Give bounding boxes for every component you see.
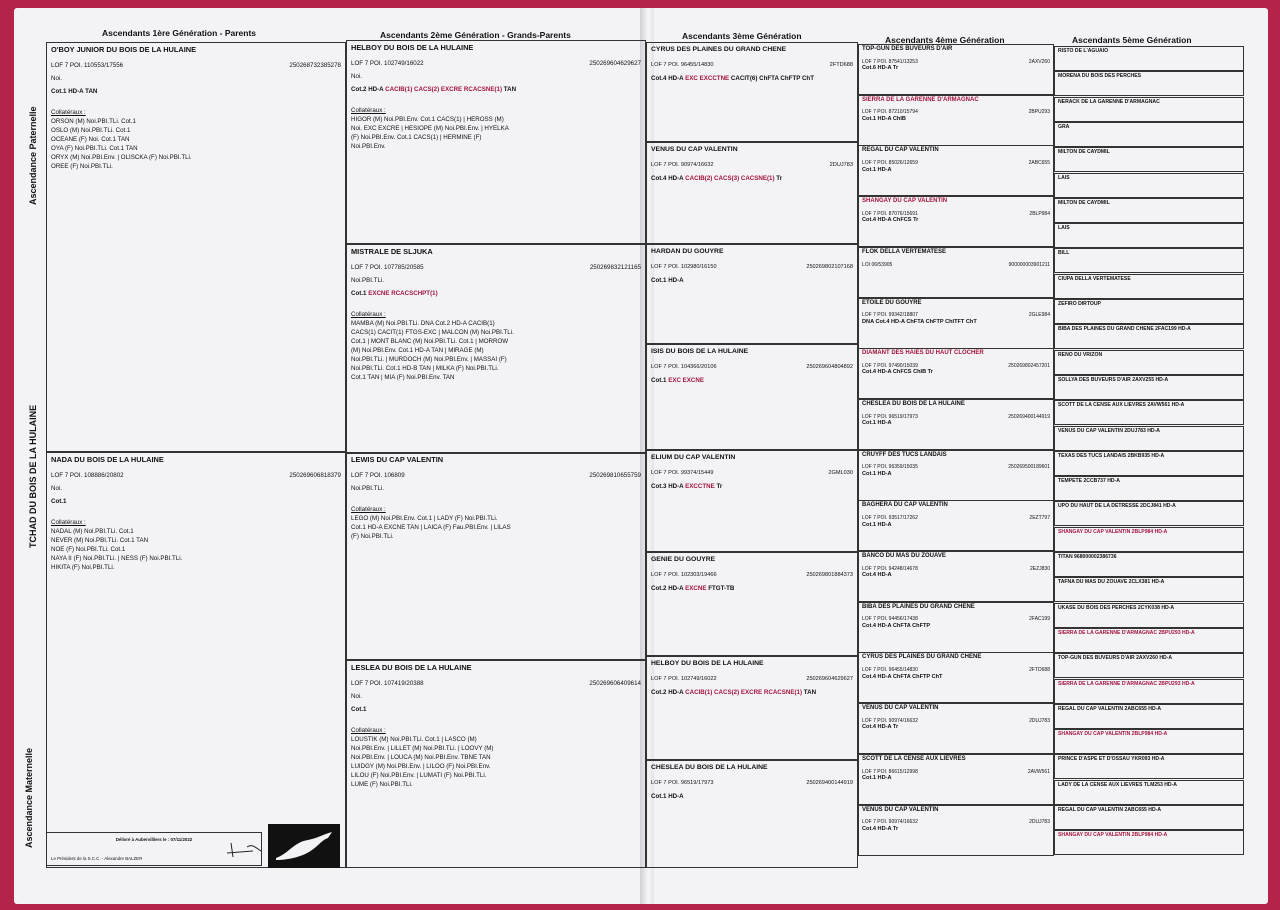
ancestor-cell-g5: TOP-GUN DES BUVEURS D'AIR 2AXV260 HD-A: [1054, 653, 1244, 678]
lof-line: [351, 472, 641, 481]
ancestor-name: SCOTT DE LA CENSE AUX LIEVRES: [862, 755, 966, 762]
lof-number: LOF 7 POI. 86615/12998: [862, 768, 918, 775]
awards: EXCNE RCACSCHPT(1): [368, 289, 438, 297]
chip-number: 250269400144919: [1008, 413, 1050, 420]
header-g2: Ascendants 2ème Génération - Grands-Parents: [380, 30, 571, 40]
lof-number: LOF 7 POI. 87541/13253: [862, 58, 918, 65]
ancestor-name: BIBA DES PLAINES DU GRAND CHENE: [862, 603, 975, 610]
cotation: Cot.1: [351, 289, 367, 297]
collateral-line: Cot.1 | MONT BLANC (M) Noi.PBI.TLi. Cot.1 | MORROW: [351, 337, 509, 345]
ancestor-cell-g3: [646, 552, 858, 656]
ancestor-cell-g5: ZEFIRO DIRTOUP: [1054, 299, 1244, 324]
lof-number: LOF 7 POI. 96455/14830: [651, 61, 714, 68]
cotation: Cot.3 HD-A: [651, 482, 684, 490]
collateral-line: Noi.PBI.Env. | LILLET (M) Noi.PBI.TLi. | LOOVY (M): [351, 744, 494, 752]
ancestor-cell-g5: GRA: [1054, 122, 1244, 147]
lof-number: LOF 7 POI. 99374/15449: [651, 469, 714, 476]
ancestor-cell-g5: UKASE DU BOIS DES PERCHES 2CYK038 HD-A: [1054, 603, 1244, 628]
lof-number: LOF 7 POI. 107785/20585: [351, 263, 424, 271]
header-g3: Ascendants 3ème Génération: [682, 31, 802, 41]
awards: EXCCTNE: [685, 482, 715, 490]
chip-number: 250269802457201: [1008, 362, 1050, 369]
ancestor-name: LEWIS DU CAP VALENTIN: [351, 455, 444, 464]
chip-number: 2GML030: [828, 469, 853, 476]
delivered-text: Délivré à Aubervilliers le : 07/11/2022: [115, 837, 193, 842]
ancestor-cell-g4: [858, 247, 1054, 298]
ancestor-cell-g5: REGAL DU CAP VALENTIN 2ABC655 HD-A: [1054, 805, 1244, 830]
ancestor-name: SIERRA DE LA GARENNE D'ARMAGNAC: [862, 96, 979, 103]
cotation-line: [651, 689, 853, 698]
lof-line: [51, 472, 341, 481]
ancestor-cell-g4: [858, 399, 1054, 450]
cotation-line: [651, 75, 853, 84]
collateral-line: LUME (F) Noi.PBI.TLi.: [351, 780, 413, 788]
lof-number: LOF 7 POI. 96519/17973: [651, 779, 714, 786]
scc-logo: [268, 824, 340, 868]
collateral-line: LEGO (M) Noi.PBI.Env. Cot.1 | LADY (F) Noi.PBI.TLi.: [351, 514, 498, 522]
chip-number: 2DUJ783: [829, 161, 853, 168]
cotation-line: [651, 585, 853, 594]
cotation: Cot.4 HD-A: [862, 572, 892, 579]
ancestor-cell-g5: SIERRA DE LA GARENNE D'ARMAGNAC 2BPU293 HD-A: [1054, 679, 1244, 704]
collateral-line: LOUSTIK (M) Noi.PBI.TLi. Cot.1 | LASCO (M): [351, 735, 477, 743]
ancestor-cell-g3: [646, 656, 858, 760]
ancestor-cell-g4: [858, 805, 1054, 856]
ancestor-cell-g4: [858, 652, 1054, 703]
cotation-end: CACIT(6) ChFTA ChFTP ChT: [730, 74, 814, 82]
collateraux-heading: Collatéraux :: [351, 726, 386, 734]
lof-number: LOF 7 POI. 102749/16022: [351, 59, 424, 67]
chip-number: 2FTD688: [1029, 667, 1050, 674]
ancestor-cell-g3: [646, 450, 858, 552]
collateral-line: Noi.PBI.TLi. Cot.1 HD-B TAN | MILKA (F) Noi.PBI.TLi.: [351, 364, 499, 372]
cotation: Cot.6 HD-A Tr: [862, 65, 899, 72]
ancestor-cell-g5: NERACK DE LA GARENNE D'ARMAGNAC: [1054, 97, 1244, 122]
awards: CACIB(2) CACS(3) CACSNE(1): [685, 174, 775, 182]
ancestor-name: CHESLEA DU BOIS DE LA HULAINE: [651, 764, 768, 771]
ancestor-name: HELBOY DU BOIS DE LA HULAINE: [651, 660, 764, 667]
chip-number: 2ABC655: [1028, 160, 1050, 167]
side-label-paternelle: Ascendance Paternelle: [28, 106, 38, 205]
lof-number: LOF 7 POI. 90974/16632: [862, 819, 918, 826]
collateral-line: OREE (F) Noi.PBI.TLi.: [51, 162, 113, 170]
lof-number: LOF 7 POI. 97490/15039: [862, 362, 918, 369]
cotation: Cot.2 HD-A: [651, 688, 684, 696]
ancestor-cell-g5: LAIS: [1054, 223, 1244, 248]
collateral-line: Noi.PBI.Env. | LOUCA (M) Noi.PBI.Env. TBNE TAN: [351, 753, 491, 761]
cotation: Cot.4 HD-A: [651, 74, 684, 82]
chip-number: 2BLP984: [1029, 210, 1050, 217]
lof-number: LOF 7 POI. 99342/18807: [862, 312, 918, 319]
ancestor-cell-g4: [858, 551, 1054, 602]
ancestor-cell-g1: [46, 42, 346, 452]
ancestor-cell-g4: [858, 703, 1054, 754]
chip-number: 2DUJ783: [1029, 819, 1050, 826]
cotation: Cot.1: [51, 497, 67, 505]
cotation: DNA Cot.4 HD-A ChFTA ChFTP ChITFT ChT: [862, 318, 977, 325]
lof-line: [651, 571, 853, 579]
cotation-line: [651, 175, 853, 184]
lof-number: LOI 06/53905: [862, 261, 893, 268]
cotation-line: [51, 498, 341, 507]
ancestor-cell-g5: MILTON DE CAYDMIL: [1054, 198, 1244, 223]
lof-line: [651, 263, 853, 271]
lof-number: LOF 7 POI. 93517/17262: [862, 515, 918, 522]
ancestor-cell-g2: [346, 660, 646, 868]
collateral-line: OSLO (M) Noi.PBI.TLi. Cot.1: [51, 126, 131, 134]
cotation: Cot.1 HD-A: [862, 775, 892, 782]
lof-number: LOF 7 POI. 90974/16632: [862, 717, 918, 724]
cotation: Cot.4 HD-A ChFTA ChFTP: [862, 622, 931, 629]
colour-line: Noi.: [51, 74, 63, 82]
ancestor-name: CYRUS DES PLAINES DU GRAND CHENE: [651, 46, 787, 53]
ancestor-cell-g5: RISTO DE L'AGUAIO: [1054, 46, 1244, 71]
colour-line: Noi.: [351, 72, 363, 80]
ancestor-cell-g5: SHANGAY DU CAP VALENTIN 2BLP984 HD-A: [1054, 729, 1244, 754]
ancestor-cell-g5: BILL: [1054, 248, 1244, 273]
collateraux-heading: Collatéraux :: [351, 106, 386, 114]
ancestor-cell-g4: [858, 298, 1054, 349]
collateraux-heading: Collatéraux :: [351, 505, 386, 513]
collateral-line: MAMBA (M) Noi.PBI.TLi. DNA Cot.2 HD-A CACIB(1): [351, 319, 495, 327]
cotation: Cot.1 HD-A: [651, 792, 684, 800]
collateral-line: HIGOR (M) Noi.PBI.Env. Cot.1 CACS(1) | HEROSS (M): [351, 115, 504, 123]
chip-number: 250268732385278: [289, 61, 341, 69]
colour-line: Noi.: [51, 484, 63, 492]
collateral-line: CACS(1) CACIT(1) FTGS-EXC | MALCON (M) Noi.PBI.TLi.: [351, 328, 514, 336]
chip-number: 2AVW561: [1027, 768, 1050, 775]
collateral-line: ORSON (M) Noi.PBI.TLi. Cot.1: [51, 117, 136, 125]
lof-number: LOF 7 POI. 87210/15794: [862, 109, 918, 116]
ancestor-name: TOP-GUN DES BUVEURS D'AIR: [862, 46, 953, 52]
collateraux-heading: Collatéraux :: [51, 518, 86, 526]
ancestor-cell-g5: LAIS: [1054, 173, 1244, 198]
cotation-end: Tr: [776, 174, 783, 182]
ancestor-cell-g4: [858, 44, 1054, 95]
ancestor-cell-g4: [858, 95, 1054, 146]
ancestor-cell-g3: [646, 244, 858, 344]
ancestor-cell-g5: TITAN 968000002386736: [1054, 552, 1244, 577]
lof-number: LOF 7 POI. 96519/17973: [862, 413, 918, 420]
signature-scribble: [223, 839, 263, 859]
colour-line: Noi.PBI.TLi.: [351, 276, 385, 284]
lof-number: LOF 7 POI. 94456/17438: [862, 616, 918, 623]
awards: EXCNE: [685, 584, 707, 592]
chip-number: 2FAC199: [1029, 616, 1050, 623]
chip-number: 900000003901211: [1008, 261, 1050, 268]
chip-number: 250269604804892: [806, 363, 853, 370]
lof-line: [651, 469, 853, 477]
ancestor-cell-g4: [858, 500, 1054, 551]
lof-line: [651, 675, 853, 683]
chip-number: 2BPU293: [1028, 109, 1050, 116]
lof-number: LOF 7 POI. 102749/16022: [651, 675, 717, 682]
lof-number: LOF 7 POI. 102303/19466: [651, 571, 717, 578]
cotation: Cot.2 HD-A: [651, 584, 684, 592]
cotation-end: TAN: [503, 85, 517, 93]
cotation-line: [351, 706, 641, 715]
ancestor-name: GENIE DU GOUYRE: [651, 556, 716, 563]
awards: CACIB(1) CACS(2) EXCRE RCACSNE(1): [385, 85, 503, 93]
ancestor-name: VENUS DU CAP VALENTIN: [862, 806, 939, 813]
ancestor-name: ETOILE DU GOUYRE: [862, 299, 922, 306]
greyhound-logo-icon: [268, 824, 340, 868]
header-g1: Ascendants 1ère Génération - Parents: [102, 28, 257, 38]
lof-number: LOF 7 POI. 110553/17556: [51, 61, 124, 69]
chip-number: 250269604629627: [806, 675, 853, 682]
awards: EXC EXCCTNE: [685, 74, 730, 82]
ancestor-cell-g5: TEXAS DES TUCS LANDAIS 2BKB935 HD-A: [1054, 451, 1244, 476]
ancestor-cell-g5: UPO DU HAUT DE LA DETRESSE 2DCJ841 HD-A: [1054, 501, 1244, 526]
collateral-line: LUIDGY (M) Noi.PBI.Env. | LILOO (F) Noi.PBI.Env.: [351, 762, 491, 770]
lof-line: [351, 60, 641, 69]
ancestor-cell-g5: VENUS DU CAP VALENTIN 2DUJ783 HD-A: [1054, 426, 1244, 451]
chip-number: 250269500189601: [1008, 464, 1050, 471]
ancestor-cell-g5: SHANGAY DU CAP VALENTIN 2BLP984 HD-A: [1054, 830, 1244, 855]
cotation-end: TAN: [803, 688, 817, 696]
side-label-dog: TCHAD DU BOIS DE LA HULAINE: [28, 404, 38, 548]
ancestor-name: SHANGAY DU CAP VALENTIN: [862, 198, 948, 205]
cotation: Cot.4 HD-A ChFCS ChIB Tr: [862, 369, 933, 376]
lof-number: LOF 7 POI. 106809: [351, 471, 405, 479]
cotation: Cot.1 HD-A TAN: [51, 87, 98, 95]
ancestor-name: DIAMANT DES HAIES DU HAUT CLOCHER: [862, 350, 984, 357]
ancestor-name: ELIUM DU CAP VALENTIN: [651, 454, 736, 461]
lof-number: LOF 7 POI. 87076/15691: [862, 210, 918, 217]
cotation-line: [651, 483, 853, 492]
president-text: Le Président de la S.C.C. - Alexandre BALZER: [51, 856, 143, 861]
ancestor-name: FLOK DELLA VERTEMATESE: [862, 248, 946, 255]
collateral-line: NADAL (M) Noi.PBI.TLi. Cot.1: [51, 527, 134, 535]
ancestor-cell-g5: RENO DU VRIZON: [1054, 350, 1244, 375]
ancestor-cell-g3: [646, 344, 858, 450]
ancestor-cell-g4: [858, 348, 1054, 399]
collateral-line: Noi. EXC EXCRE | HESIOPE (M) Noi.PBI.Env. | HYELKA: [351, 124, 509, 132]
collateral-line: OYA (F) Noi.PBI.TLi. Cot.1 TAN: [51, 144, 138, 152]
cotation: Cot.4 HD-A ChFTA ChFTP ChT: [862, 673, 943, 680]
chip-number: 2GLE984: [1028, 312, 1050, 319]
ancestor-cell-g5: PRINCE D'ASPE ET D'OSSAU YKR093 HD-A: [1054, 754, 1244, 779]
ancestor-cell-g5: SHANGAY DU CAP VALENTIN 2BLP984 HD-A: [1054, 527, 1244, 552]
lof-line: [651, 363, 853, 371]
chip-number: 2EZJ830: [1029, 565, 1050, 572]
collateral-line: NAYA II (F) Noi.PBI.TLi. | NESS (F) Noi.PBI.TLi.: [51, 554, 183, 562]
ancestor-cell-g5: SIERRA DE LA GARENNE D'ARMAGNAC 2BPU293 HD-A: [1054, 628, 1244, 653]
cotation-line: [351, 86, 641, 95]
colour-line: Noi.: [351, 692, 363, 700]
lof-number: LOF 7 POI. 94248/14678: [862, 565, 918, 572]
ancestor-cell-g5: BIBA DES PLAINES DU GRAND CHENE 2FAC199 HD-A: [1054, 324, 1244, 349]
collateral-line: OCEANE (F) Noi. Cot.1 TAN: [51, 135, 130, 143]
ancestor-name: O'BOY JUNIOR DU BOIS DE LA HULAINE: [51, 45, 197, 54]
cotation-end: Tr: [716, 482, 723, 490]
cotation: Cot.1 HD-A: [862, 521, 892, 528]
header-g5: Ascendants 5ème Génération: [1072, 35, 1192, 45]
lof-number: LOF 7 POI. 102980/16150: [651, 263, 717, 270]
ancestor-name: NADA DU BOIS DE LA HULAINE: [51, 455, 164, 464]
cotation: Cot.1: [351, 705, 367, 713]
chip-number: 250269606409614: [589, 679, 641, 687]
chip-number: 250269606818379: [289, 471, 341, 479]
ancestor-name: CRUYFF DES TUCS LANDAIS: [862, 451, 947, 458]
cotation: Cot.2 HD-A: [351, 85, 384, 93]
lof-number: LOF 7 POI. 96455/14830: [862, 667, 918, 674]
lof-number: LOF 7 POI. 107419/20388: [351, 679, 424, 687]
header-g4: Ascendants 4ème Génération: [885, 35, 1005, 45]
ancestor-name: BAGHERA DU CAP VALENTIN: [862, 502, 948, 509]
collateral-line: HIKITA (F) Noi.PBI.TLi.: [51, 563, 115, 571]
awards: CACIB(1) CACS(2) EXCRE RCACSNE(1): [685, 688, 803, 696]
lof-line: [351, 264, 641, 273]
cotation-line: [651, 793, 853, 802]
ancestor-name: CYRUS DES PLAINES DU GRAND CHENE: [862, 654, 982, 661]
ancestor-cell-g4: [858, 196, 1054, 247]
collateral-line: (F) Noi.PBI.Env. Cot.1 CACS(1) | HERMINE (F): [351, 133, 482, 141]
collateral-line: Noi.PBI.TLi. | MURDOCH (M) Noi.PBI.Env. | MASSAI (F): [351, 355, 507, 363]
lof-line: [862, 262, 1050, 269]
cotation: Cot.1: [651, 376, 667, 384]
ancestor-cell-g5: LADY DE LA CENSE AUX LIEVRES TLM253 HD-A: [1054, 780, 1244, 805]
lof-line: [651, 161, 853, 169]
chip-number: 2EZT797: [1029, 515, 1050, 522]
ancestor-cell-g4: [858, 450, 1054, 501]
collateral-line: LILOU (F) Noi.PBI.Env. | LUMATI (F) Noi.PBI.TLi.: [351, 771, 487, 779]
ancestor-cell-g2: [346, 244, 646, 454]
ancestor-name: BANCO DU MAS DU ZOUAVE: [862, 553, 946, 559]
cotation: Cot.4 HD-A Tr: [862, 825, 899, 832]
ancestor-cell-g3: [646, 760, 858, 868]
collateral-line: Cot.1 TAN | MIA (F) Noi.PBI.Env. TAN: [351, 373, 455, 381]
ancestor-cell-g5: SOLLYA DES BUVEURS D'AIR 2AXV255 HD-A: [1054, 375, 1244, 400]
collateral-line: NEVER (M) Noi.PBI.TLi. Cot.1 TAN: [51, 536, 149, 544]
ancestor-cell-g5: SCOTT DE LA CENSE AUX LIEVRES 2AVW561 HD-A: [1054, 400, 1244, 425]
cotation-line: [351, 290, 641, 299]
ancestor-cell-g3: [646, 142, 858, 244]
ancestor-cell-g2: [346, 40, 646, 244]
lof-line: [651, 779, 853, 787]
cotation-line: [651, 277, 853, 286]
chip-number: 2DUJ783: [1029, 717, 1050, 724]
ancestor-name: CHESLEA DU BOIS DE LA HULAINE: [862, 400, 965, 407]
ancestor-cell-g4: [858, 145, 1054, 196]
lof-number: LOF 7 POI. 90974/16632: [651, 161, 714, 168]
ancestor-cell-g5: REGAL DU CAP VALENTIN 2ABC655 HD-A: [1054, 704, 1244, 729]
cotation-line: [51, 88, 341, 97]
cotation: Cot.1 HD-A: [862, 470, 892, 477]
cotation: Cot.1 HD-A: [862, 166, 892, 173]
lof-number: LOF 7 POI. 108886/20802: [51, 471, 124, 479]
lof-line: [651, 61, 853, 69]
ancestor-cell-g5: TEMPETE 2CCB737 HD-A: [1054, 476, 1244, 501]
ancestor-cell-g3: [646, 42, 858, 142]
chip-number: 250269604629627: [589, 59, 641, 67]
ancestor-cell-g4: [858, 602, 1054, 653]
chip-number: 250269400144919: [806, 779, 853, 786]
chip-number: 250269801884373: [806, 571, 853, 578]
lof-line: [51, 62, 341, 71]
lof-number: LOF 7 POI. 85026/12659: [862, 160, 918, 167]
ancestor-name: VENUS DU CAP VALENTIN: [651, 146, 738, 153]
ancestor-cell-g5: TAFNA DU MAS DU ZOUAVE 2CLX381 HD-A: [1054, 577, 1244, 602]
chip-number: 250269810655759: [589, 471, 641, 479]
collateral-line: Noi.PBI.Env.: [351, 142, 386, 150]
cotation: Cot.1 HD-A: [862, 420, 892, 427]
lof-number: LOF 7 POI. 96359/15035: [862, 464, 918, 471]
cotation: Cot.4 HD-A Tr: [862, 724, 899, 731]
ancestor-cell-g1: [46, 452, 346, 868]
cotation: Cot.4 HD-A: [651, 174, 684, 182]
lof-number: LOF 7 POI. 104366/20106: [651, 363, 717, 370]
lof-line: [351, 680, 641, 689]
collateraux-heading: Collatéraux :: [51, 108, 86, 116]
ancestor-cell-g2: [346, 452, 646, 660]
ancestor-cell-g5: CIUPA DELLA VERTEMATESE: [1054, 274, 1244, 299]
ancestor-cell-g5: MILTON DE CAYDMIL: [1054, 147, 1244, 172]
collateral-line: (F) Noi.PBI.TLi.: [351, 532, 394, 540]
colour-line: Noi.PBI.TLi.: [351, 484, 385, 492]
cotation-end: FTGT-TB: [708, 584, 735, 592]
ancestor-name: HELBOY DU BOIS DE LA HULAINE: [351, 43, 474, 52]
ancestor-name: REGAL DU CAP VALENTIN: [862, 147, 939, 154]
chip-number: 250269832121165: [589, 263, 641, 271]
ancestor-name: LESLEA DU BOIS DE LA HULAINE: [351, 663, 472, 672]
collateral-line: Cot.1 HD-A EXCNE TAN | LAICA (F) Fau.PBI.Env. | LILAS: [351, 523, 511, 531]
side-label-maternelle: Ascendance Maternelle: [24, 747, 34, 848]
chip-number: 2FTD688: [829, 61, 853, 68]
collateral-line: (M) Noi.PBI.Env. Cot.1 HD-A TAN | MIRAGE (M): [351, 346, 484, 354]
ancestor-name: HARDAN DU GOUYRE: [651, 248, 724, 255]
ancestor-name: MISTRALE DE SLJUKA: [351, 247, 433, 256]
signature-box: [46, 832, 262, 866]
collateral-line: NOE (F) Noi.PBI.TLi. Cot.1: [51, 545, 126, 553]
collateral-line: ORYX (M) Noi.PBI.Env. | OLISCKA (F) Noi.PBI.TLi.: [51, 153, 192, 161]
ancestor-cell-g5: MORENA DU BOIS DES PERCHES: [1054, 71, 1244, 96]
awards: EXC EXCNE: [668, 376, 704, 384]
ancestor-name: ISIS DU BOIS DE LA HULAINE: [651, 348, 749, 355]
cotation: Cot.1 HD-A: [651, 276, 684, 284]
cotation: Cot.4 HD-A ChFCS Tr: [862, 217, 919, 224]
cotation: Cot.1 HD-A ChIB: [862, 115, 906, 122]
chip-number: 250269802107168: [806, 263, 853, 270]
ancestor-name: VENUS DU CAP VALENTIN: [862, 705, 939, 712]
ancestor-cell-g4: [858, 754, 1054, 805]
cotation-line: [651, 377, 853, 386]
chip-number: 2AXV260: [1028, 58, 1050, 65]
collateraux-heading: Collatéraux :: [351, 310, 386, 318]
